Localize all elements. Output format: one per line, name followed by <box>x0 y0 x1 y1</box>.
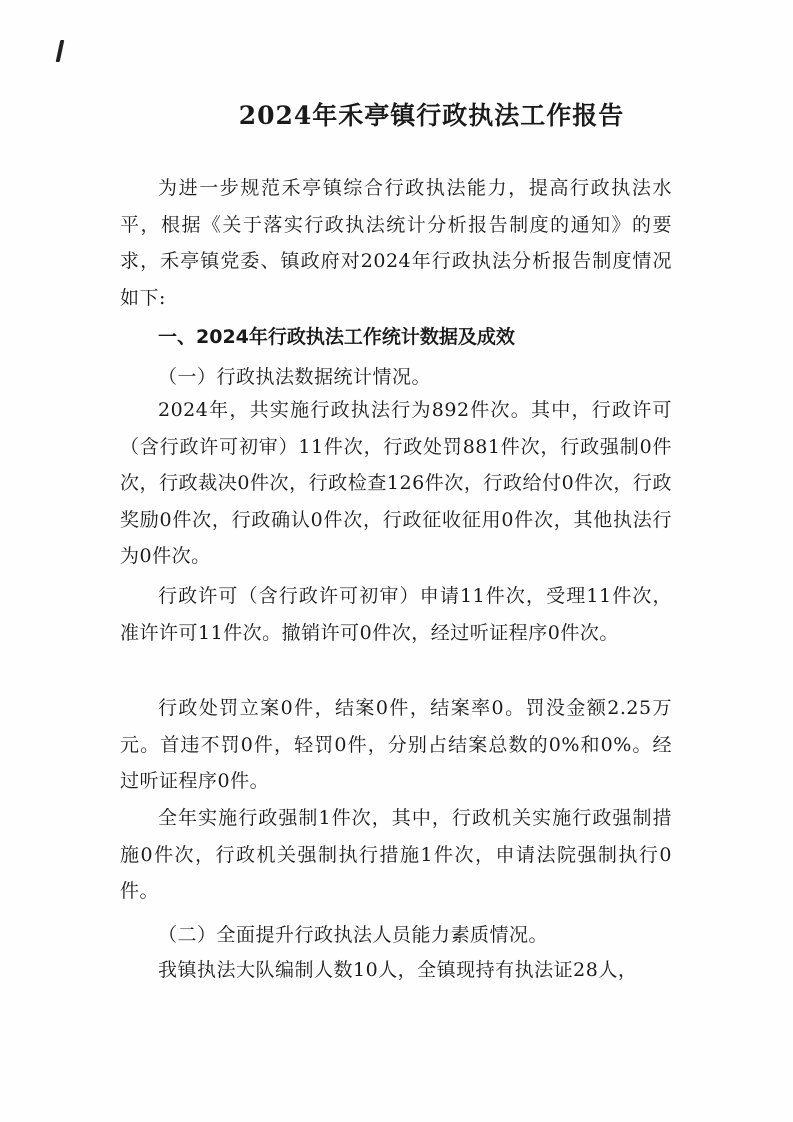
subsection-heading-1: （一）行政执法数据统计情况。 <box>158 366 432 388</box>
paragraph-enforcement-stats: 2024年，共实施行政执法行为892件次。其中，行政许可（含行政许可初审）11件次，行政处罚881件次，行政强制0件次，行政裁决0件次，行政检查126件次，行政给付0件次，行政奖励0件次，行政确认0件次，行政征收征用0件次，其他执法行为0件次。 <box>120 399 672 567</box>
paragraph-licensing: 行政许可（含行政许可初审）申请11件次，受理11件次，准许许可11件次。撤销许可0件次，经过听证程序0件次。 <box>120 585 672 644</box>
paragraph-coercion: 全年实施行政强制1件次，其中，行政机关实施行政强制措施0件次，行政机关强制执行措施1件次，申请法院强制执行0件。 <box>120 807 672 902</box>
scan-mark <box>56 40 65 62</box>
subsection-heading-2: （二）全面提升行政执法人员能力素质情况。 <box>158 924 549 946</box>
document-title: 2024年禾亭镇行政执法工作报告 <box>238 101 625 130</box>
section-heading-1: 一、2024年行政执法工作统计数据及成效 <box>158 326 515 348</box>
intro-paragraph: 为进一步规范禾亭镇综合行政执法能力，提高行政执法水平，根据《关于落实行政执法统计分析报告制度的通知》的要求，禾亭镇党委、镇政府对2024年行政执法分析报告制度情况如下: <box>120 177 672 309</box>
paragraph-penalties: 行政处罚立案0件，结案0件，结案率0。罚没金额2.25万元。首违不罚0件，轻罚0件，分别占结案总数的0%和0%。经过听证程序0件。 <box>120 697 672 792</box>
paragraph-personnel: 我镇执法大队编制人数10人，全镇现持有执法证28人， <box>158 959 638 981</box>
